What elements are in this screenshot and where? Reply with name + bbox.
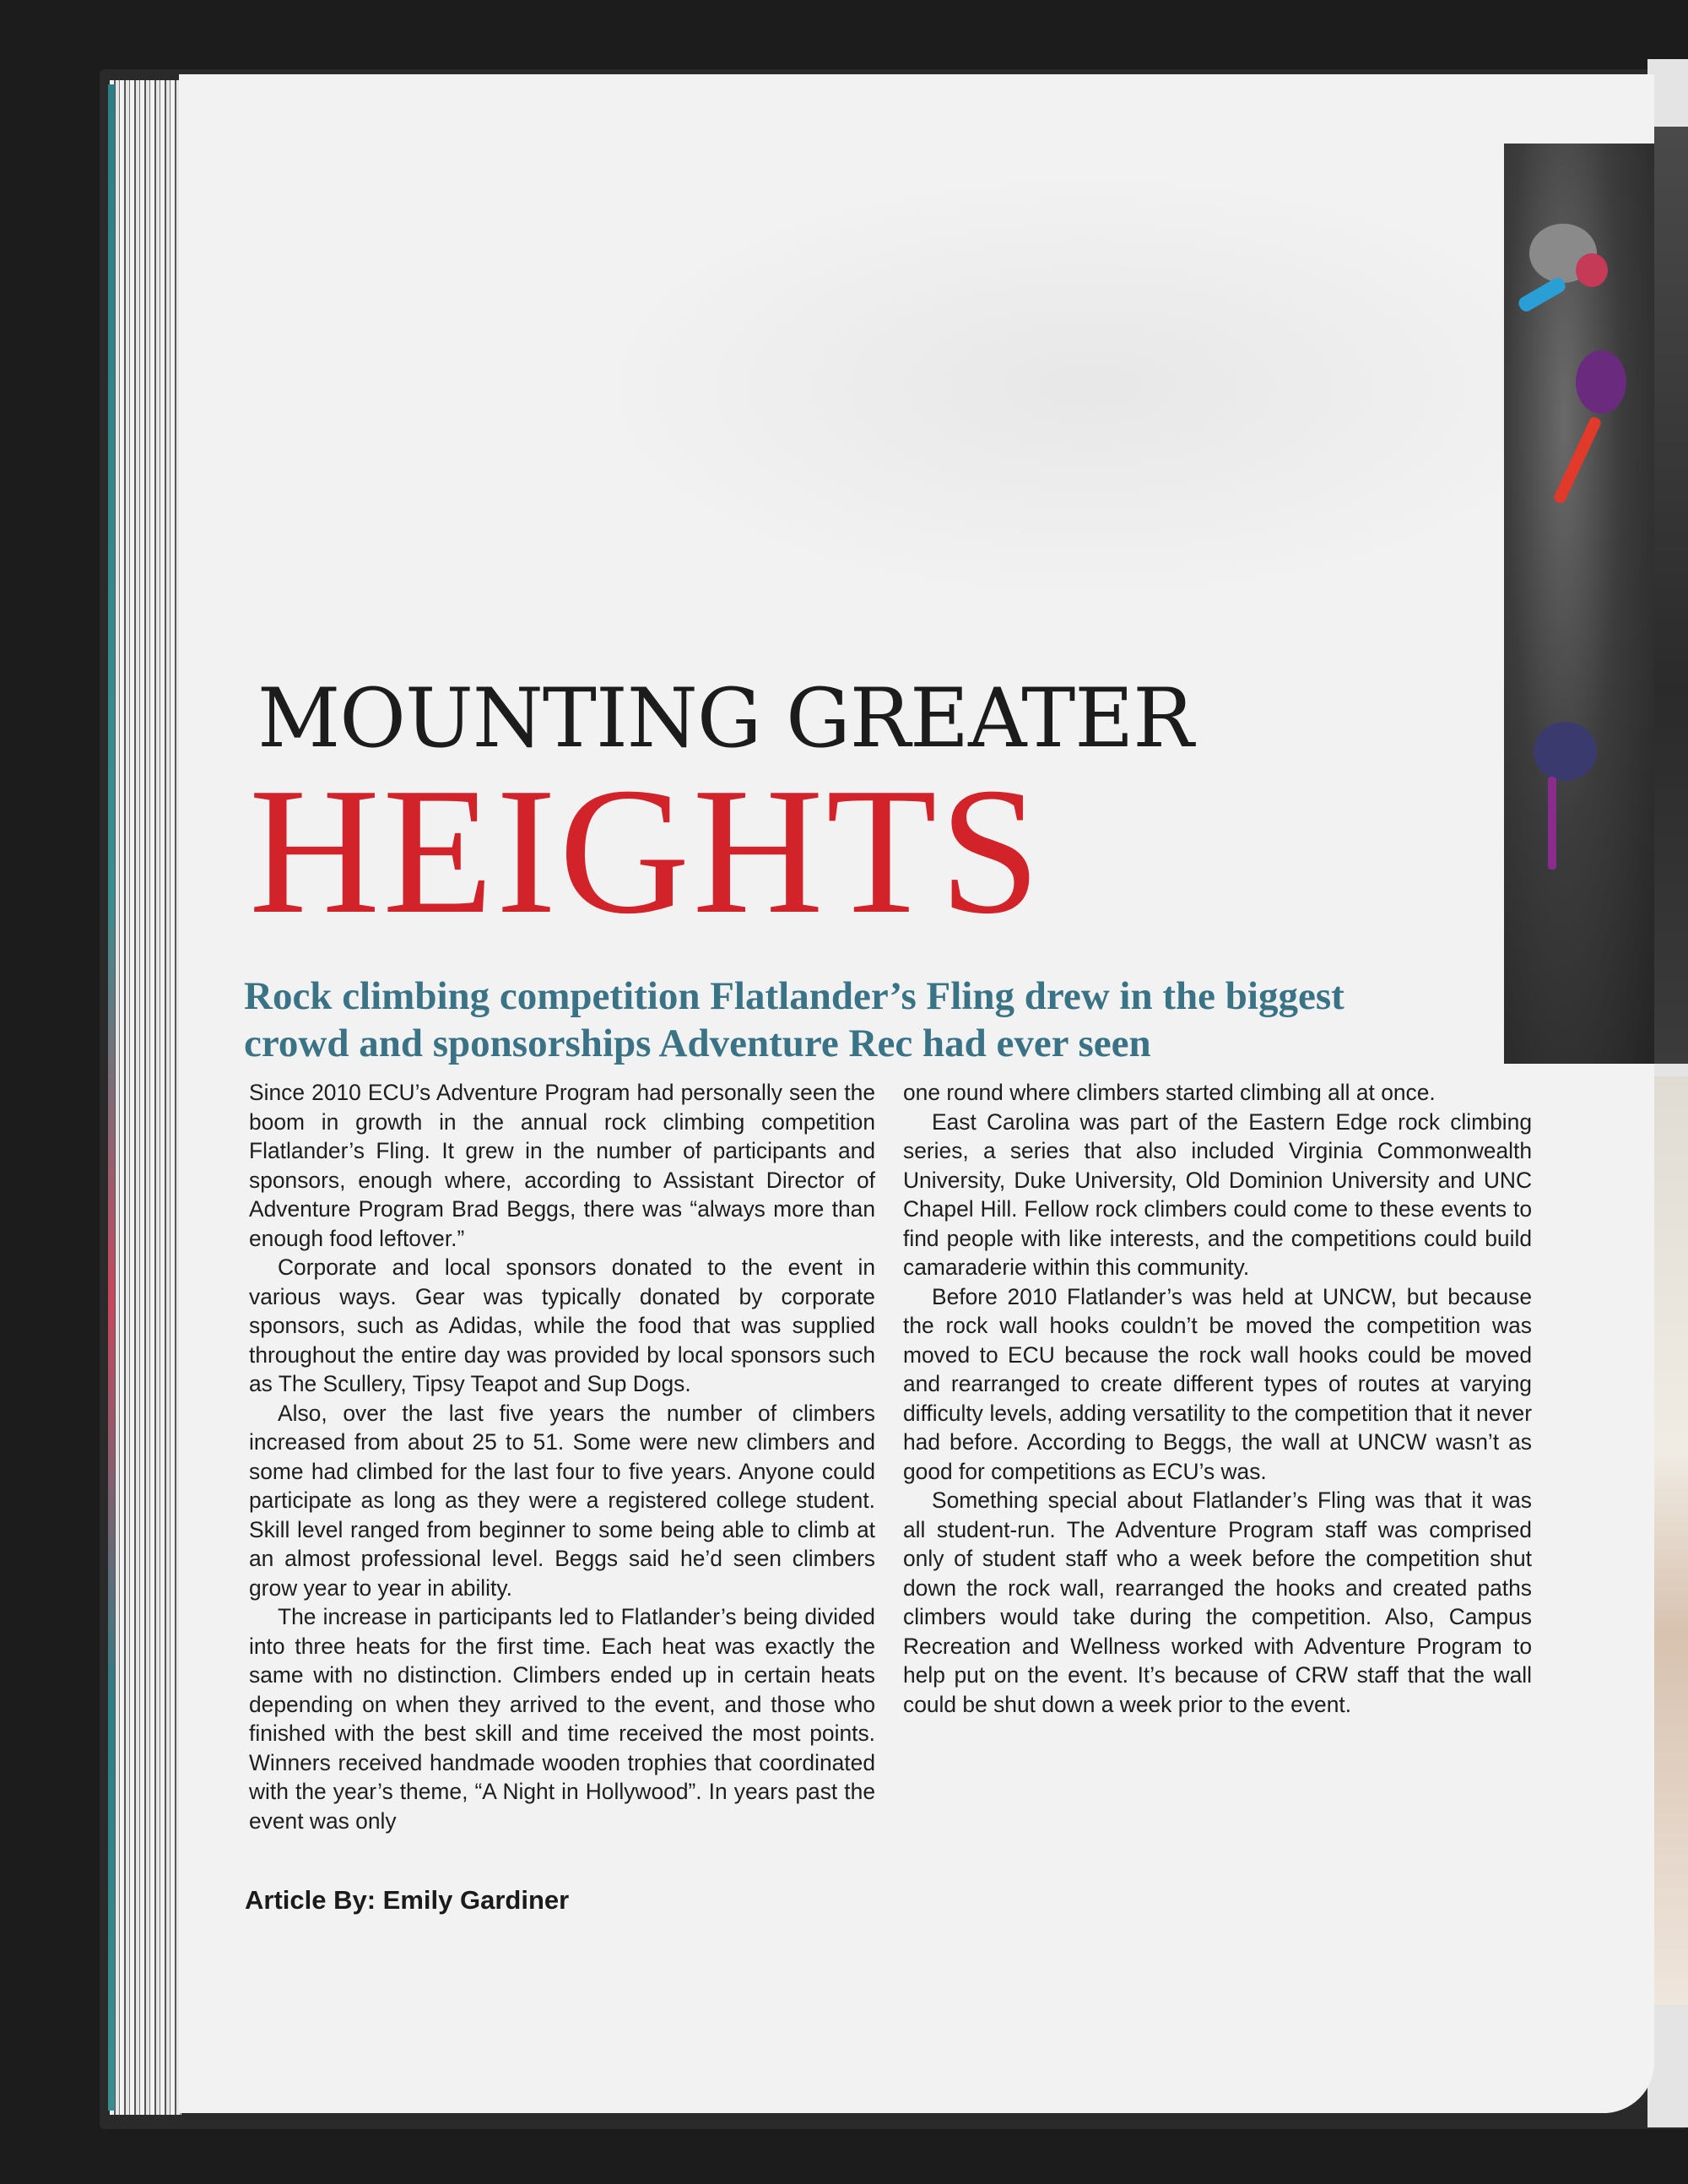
paragraph: East Carolina was part of the Eastern Edge rock climbing series, a series that also included Virginia Commonwealth University, Duke University, Old Dominion University and UNC Chapel Hill. Fellow rock climbers could come to these events to find people with like interests, and the competitions could build camaraderie within this community.	[903, 1108, 1532, 1280]
climbing-hold-blue	[1517, 275, 1568, 314]
paragraph: The increase in participants led to Flatlander’s being divided into three heats for the first time. Each heat was exactly the same with no distinction. Climbers ended up in certain heats depending on when they arrived to the event, and those who finished with the best skill and time received the most points. Winners received handmade wooden trophies that coordinated with the year’s theme, “A Night in Hollywood”. In years past the event was only	[249, 1604, 875, 1834]
climbing-hold-pink	[1576, 253, 1608, 287]
paragraph: Also, over the last five years the number of climbers increased from about 25 to 51. Some were new climbers and some had climbed for the last four to five years. Anyone could participate as long as they were a registered college student. Skill level ranged from beginner to some being able to climb at an almost professional level. Beggs said he’d seen climbers grow year to year in ability.	[249, 1400, 875, 1601]
paragraph: Something special about Flatlander’s Fling was that it was all student-run. The Adventure Program staff was comprised only of student staff who a week before the competition shut down the rock wall, rearranged the hooks and created paths climbers would take during the competition. Also, Campus Recreation and Wellness worked with Adventure Program to help put on the event. It’s because of CRW staff that the wall could be shut down a week prior to the event.	[903, 1488, 1532, 1717]
article-byline: Article By: Emily Gardiner	[245, 1885, 570, 1915]
body-column-right	[903, 1078, 1532, 1719]
body-column-left	[249, 1078, 875, 1835]
subheadline	[244, 973, 1426, 1067]
climbing-hold-red-tag	[1552, 415, 1602, 505]
climbing-hold-dark-purple	[1534, 722, 1597, 781]
subheadline-line-1: Rock climbing competition Flatlander’s Fling drew in the biggest	[244, 974, 1344, 1018]
paragraph: one round where climbers started climbing all at once.	[903, 1080, 1436, 1105]
next-page-lower-photo	[1653, 1076, 1688, 2005]
paragraph: Corporate and local sponsors donated to the event in various ways. Gear was typically donated by corporate sponsors, such as Adidas, while the food that was supplied throughout the entire day was provided by local sponsors such as The Scullery, Tipsy Teapot and Sup Dogs.	[249, 1255, 875, 1396]
headline-line-1: MOUNTING GREATER	[257, 671, 1193, 766]
headline-line-2: HEIGHTS	[249, 750, 1043, 951]
page-edges	[110, 80, 181, 2115]
paragraph: Since 2010 ECU’s Adventure Program had personally seen the boom in growth in the annual rock climbing competition Flatlander’s Fling. It grew in the number of participants and sponsors, enough where, according to Assistant Director of Adventure Program Brad Beggs, there was “always more than enough food leftover.”	[249, 1080, 875, 1251]
climbing-hold-purple	[1576, 350, 1626, 414]
subheadline-line-2: crowd and sponsorships Adventure Rec had ever seen	[244, 1022, 1151, 1065]
climbing-hold-magenta-tag	[1548, 777, 1556, 870]
page-edge-color-strip	[108, 84, 115, 2111]
next-page-photo	[1653, 127, 1688, 1064]
paragraph: Before 2010 Flatlander’s was held at UNCW, but because the rock wall hooks couldn’t be moved the competition was moved to ECU because the rock wall hooks could be moved and rearranged to create different types of routes at varying difficulty levels, adding versatility to the competition that it never had before. According to Beggs, the wall at UNCW wasn’t as good for competitions as ECU’s was.	[903, 1283, 1532, 1484]
bleed-through	[584, 167, 1597, 606]
climbing-wall-photo	[1504, 144, 1654, 1064]
